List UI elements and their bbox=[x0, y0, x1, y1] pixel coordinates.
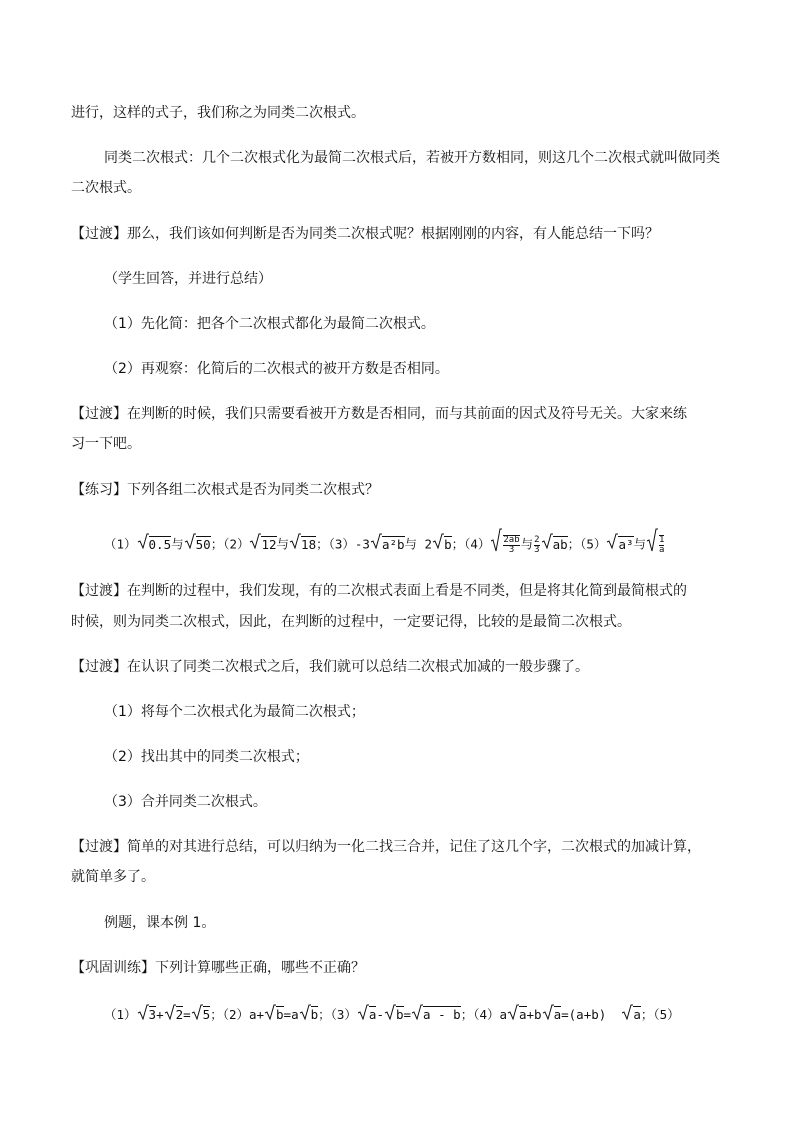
radicand-a: a bbox=[519, 1007, 527, 1022]
sqrt-frac-2ab-3 bbox=[490, 528, 502, 562]
transition-simplify-line-1: 【过渡】在判断的过程中，我们发现，有的二次根式表面上看是不同类，但是将其化简到最简根式的 bbox=[71, 583, 687, 599]
word-and: 与 bbox=[276, 536, 290, 552]
sqrt-18 bbox=[289, 531, 301, 559]
separator: ；（3） bbox=[318, 1007, 357, 1022]
separator: ；（2） bbox=[210, 536, 250, 552]
transition-question: 【过渡】那么，我们该如何判断是否为同类二次根式呢？根据刚刚的内容，有人能总结一下吗？ bbox=[71, 226, 659, 242]
definition-line-2: 二次根式。 bbox=[71, 180, 141, 196]
summary-line-1: 【过渡】简单的对其进行总结，可以归纳为一化二找三合并，记住了这几个字，二次根式的加减计算， bbox=[71, 839, 701, 855]
radicand-a: a bbox=[633, 1007, 641, 1022]
addition-step-3: （3）合并同类二次根式。 bbox=[104, 794, 267, 810]
ex-label-1: （1） bbox=[104, 536, 137, 552]
transition-steps: 【过渡】在认识了同类二次根式之后，我们就可以总结二次根式加减的一般步骤了。 bbox=[71, 659, 589, 675]
consolidation-title: 【巩固训练】下列计算哪些正确，哪些不正确？ bbox=[71, 960, 365, 976]
practice-title: 【练习】下列各组二次根式是否为同类二次根式？ bbox=[71, 482, 379, 498]
summary-line-2: 就简单多了。 bbox=[71, 869, 155, 885]
sqrt-12 bbox=[249, 531, 261, 559]
radicand-5: 5 bbox=[202, 1007, 211, 1022]
transition-judge-line-1: 【过渡】在判断的时候，我们只需要看被开方数是否相同，而与其前面的因式及符号无关。大家来练 bbox=[71, 406, 687, 422]
operator: +b bbox=[526, 1007, 542, 1022]
numerator: 1 bbox=[659, 535, 665, 545]
radicand-0.5: 0.5 bbox=[148, 536, 172, 552]
numerator: 2ab bbox=[503, 535, 520, 545]
sqrt-b bbox=[432, 531, 444, 559]
radicand-ab: ab bbox=[552, 536, 568, 552]
denominator: a bbox=[659, 545, 665, 555]
sqrt-a3 bbox=[606, 531, 618, 559]
addition-step-2: （2）找出其中的同类二次根式； bbox=[104, 749, 309, 765]
sqrt-50 bbox=[184, 531, 196, 559]
radicand-3: 3 bbox=[148, 1007, 157, 1022]
fraction-2ab-over-3 bbox=[503, 535, 519, 555]
student-answer-note: （学生回答，并进行总结） bbox=[104, 271, 272, 287]
sqrt-frac-1-a bbox=[646, 528, 658, 562]
operator: = bbox=[403, 1007, 412, 1022]
operator: =(a+b) bbox=[561, 1007, 622, 1022]
sqrt-5 bbox=[191, 1004, 203, 1028]
sqrt-a bbox=[507, 1004, 519, 1028]
sqrt-3 bbox=[137, 1004, 149, 1028]
sqrt-a-minus-b bbox=[411, 1004, 423, 1028]
radicand-b: b bbox=[444, 536, 452, 552]
separator: ；（2）a+ bbox=[210, 1007, 265, 1022]
sqrt-0.5 bbox=[137, 531, 149, 559]
radicand-18: 18 bbox=[301, 536, 317, 552]
radicand-a: a bbox=[553, 1007, 562, 1022]
sqrt-2 bbox=[164, 1004, 176, 1028]
separator: ；（3）-3 bbox=[316, 536, 370, 552]
sqrt-b bbox=[299, 1004, 311, 1028]
radicand-a3: a³ bbox=[618, 536, 634, 552]
addition-step-1: （1）将每个二次根式化为最简二次根式； bbox=[104, 704, 365, 720]
operator: - bbox=[376, 1007, 384, 1022]
sqrt-a2b bbox=[370, 531, 382, 559]
separator: ；（4） bbox=[451, 536, 491, 552]
transition-judge-line-2: 习一下吧。 bbox=[71, 436, 141, 452]
sqrt-b bbox=[384, 1004, 396, 1028]
radicand-a: a bbox=[368, 1007, 377, 1022]
step-simplify: （1）先化简：把各个二次根式都化为最简二次根式。 bbox=[104, 316, 435, 332]
ex2-label-1: （1） bbox=[104, 1007, 137, 1022]
operator: =a bbox=[283, 1007, 299, 1022]
radicand-a2b: a²b bbox=[381, 536, 405, 552]
numerator: 2 bbox=[534, 534, 540, 545]
fraction-1-over-a bbox=[659, 535, 664, 555]
operator: = bbox=[183, 1007, 191, 1022]
sqrt-a bbox=[357, 1004, 369, 1028]
sqrt-b bbox=[264, 1004, 276, 1028]
step-observe: （2）再观察：化简后的二次根式的被开方数是否相同。 bbox=[104, 361, 449, 377]
operator: + bbox=[156, 1007, 164, 1022]
word-and: 与 2 bbox=[404, 536, 433, 552]
denominator: 3 bbox=[508, 545, 515, 555]
radicand-12: 12 bbox=[261, 536, 277, 552]
radicand-b: b bbox=[276, 1007, 284, 1022]
sqrt-a bbox=[621, 1004, 633, 1028]
consolidation-exercises bbox=[104, 1003, 680, 1028]
word-and: 与 bbox=[633, 536, 647, 552]
radicand-a-minus-b: a - b bbox=[423, 1007, 461, 1022]
sqrt-a bbox=[542, 1004, 554, 1028]
separator: ；（4）a bbox=[460, 1007, 507, 1022]
denominator: 3 bbox=[534, 544, 540, 555]
radicand-2: 2 bbox=[175, 1007, 184, 1022]
separator: ；（5） bbox=[567, 536, 607, 552]
definition-line-1: 同类二次根式：几个二次根式化为最简二次根式后，若被开方数相同，则这几个二次根式就叫做同类 bbox=[104, 150, 720, 166]
radicand-b: b bbox=[395, 1007, 404, 1022]
fraction-2-over-3 bbox=[534, 536, 539, 555]
transition-simplify-line-2: 时候，则为同类二次根式，因此，在判断的过程中，一定要记得，比较的是最简二次根式。 bbox=[71, 614, 631, 630]
practice-exercises bbox=[104, 528, 665, 562]
sqrt-ab bbox=[541, 531, 553, 559]
paragraph-1: 进行，这样的式子，我们称之为同类二次根式。 bbox=[71, 105, 365, 121]
word-and: 与 bbox=[171, 536, 184, 552]
example-reference: 例题，课本例 1。 bbox=[104, 915, 216, 931]
radicand-50: 50 bbox=[195, 536, 211, 552]
radicand-b: b bbox=[310, 1007, 319, 1022]
separator: ；（5） bbox=[640, 1007, 680, 1022]
word-and: 与 bbox=[520, 536, 534, 552]
